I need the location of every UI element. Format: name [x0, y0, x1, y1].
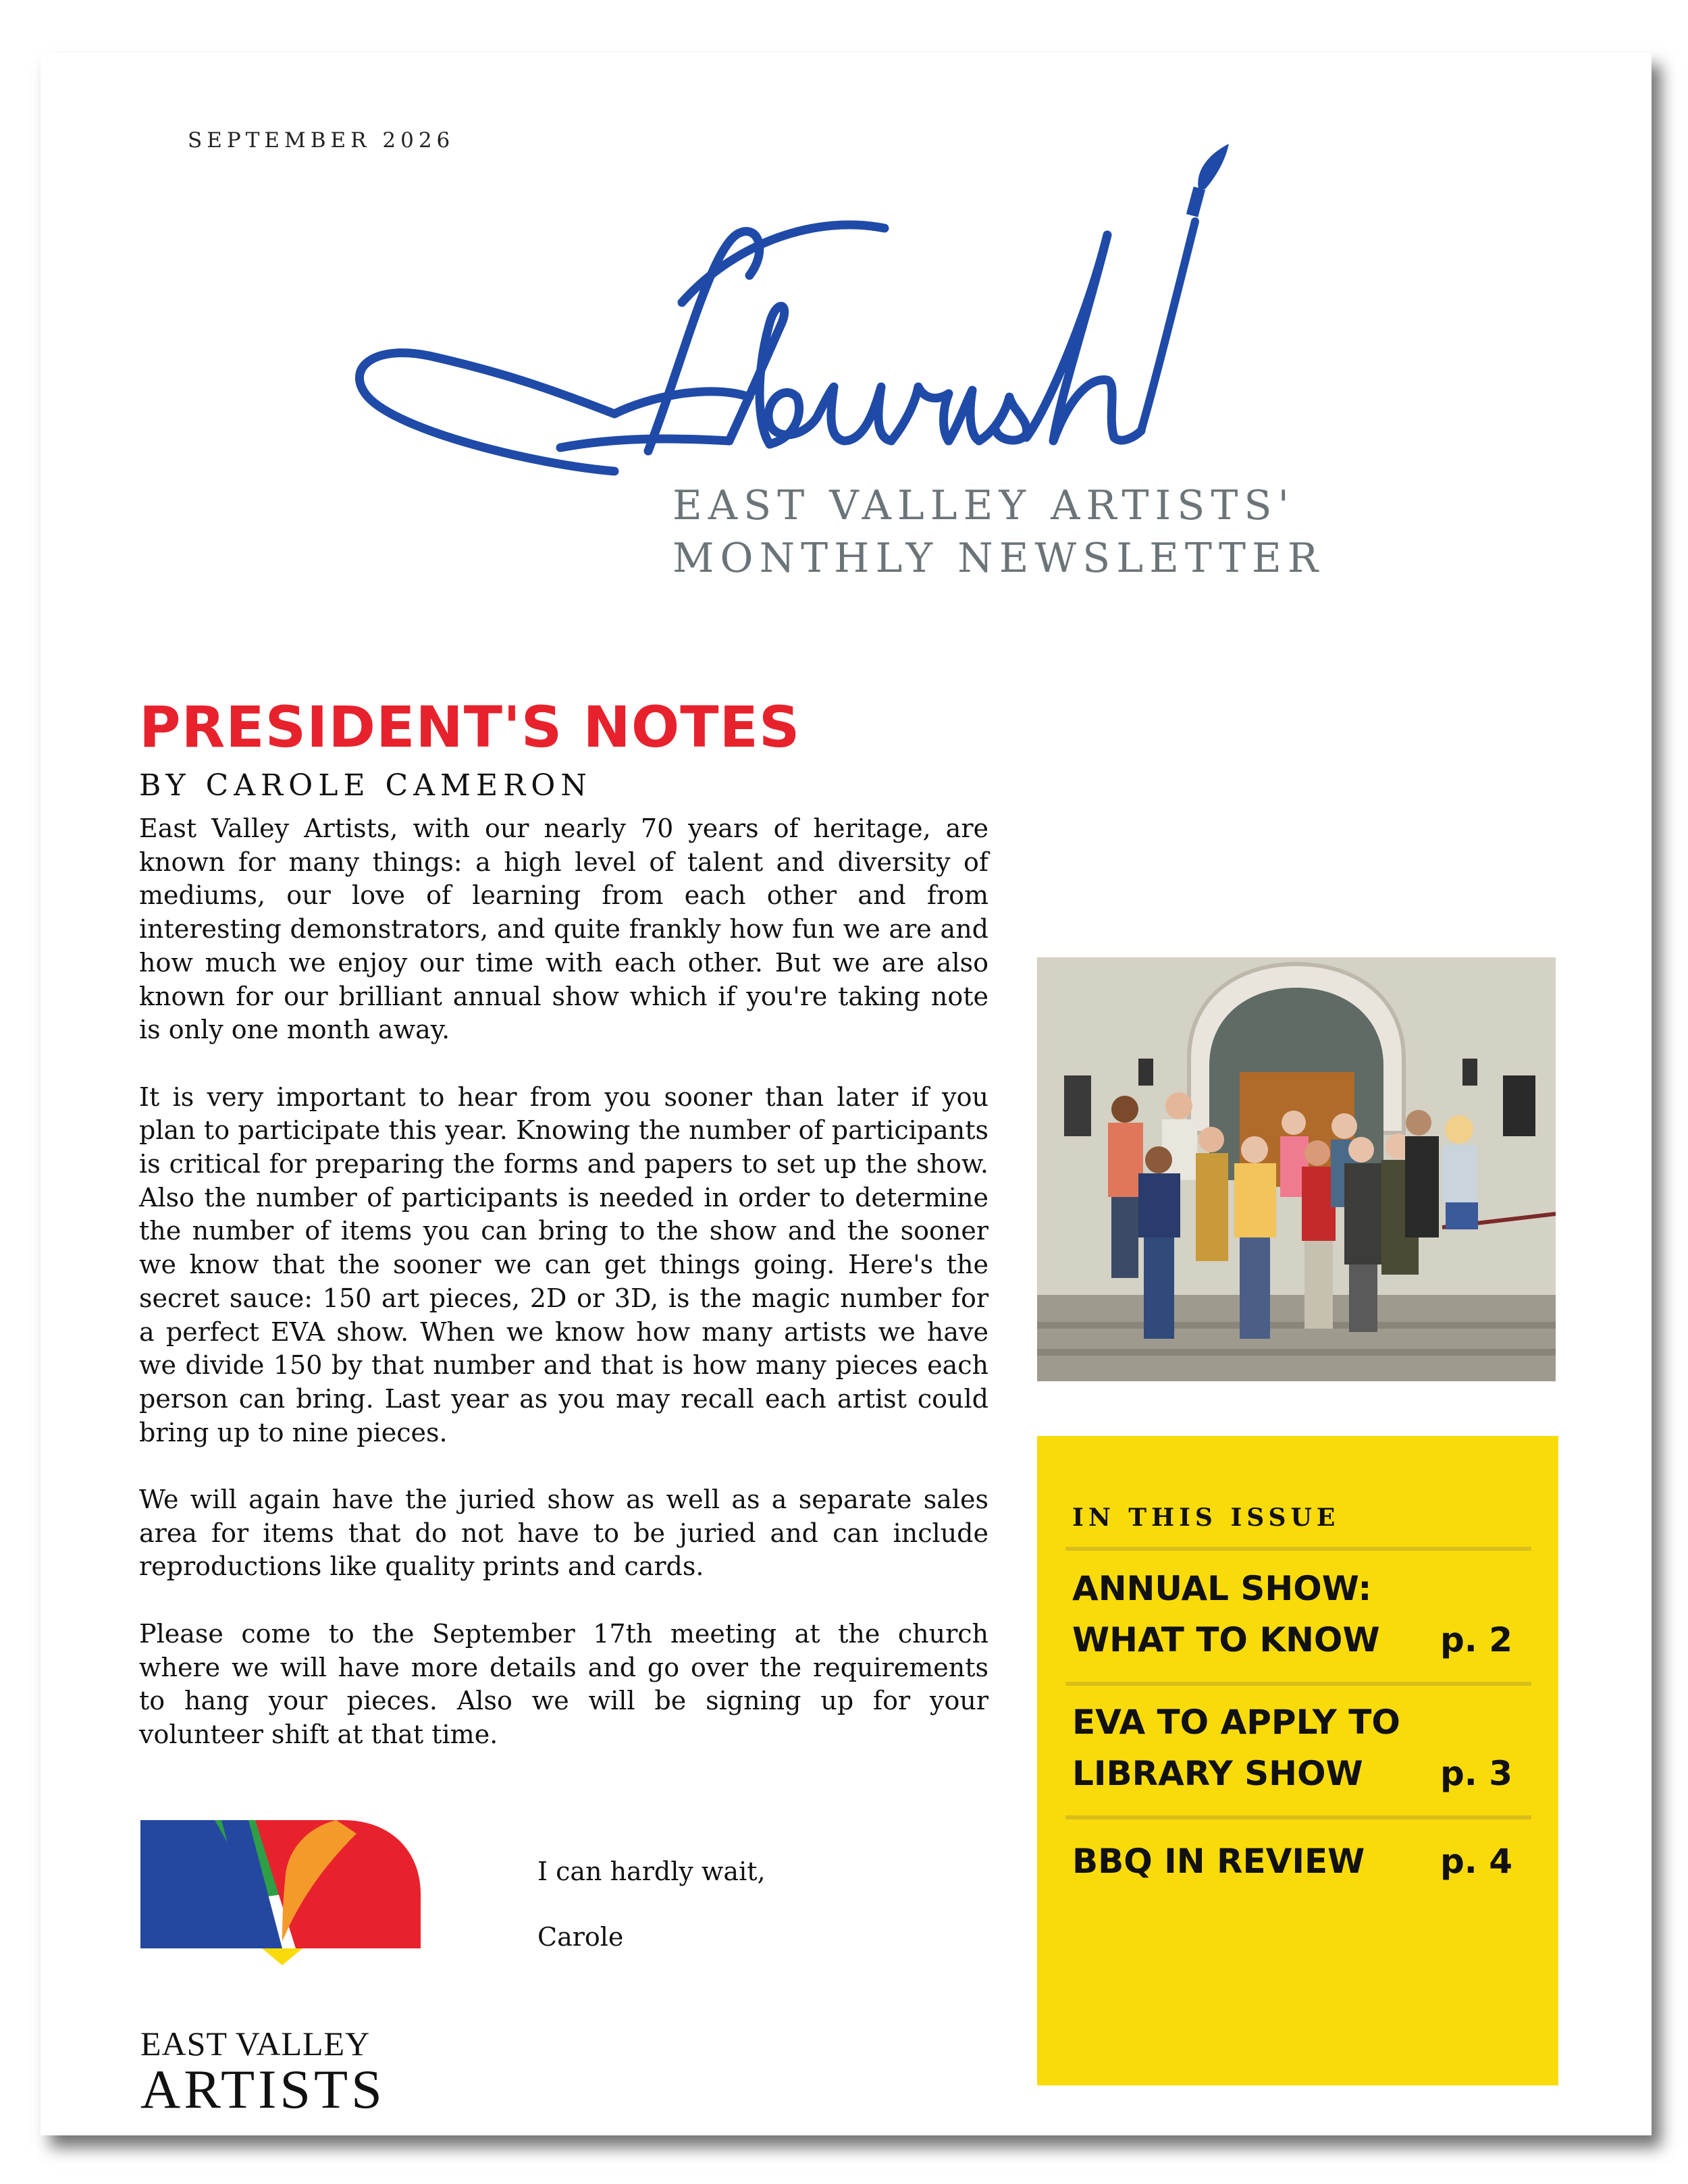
article-title: PRESIDENT'S NOTES: [139, 694, 801, 760]
paintbrush-icon: [1141, 144, 1229, 431]
toc-item-line-2: WHAT TO KNOW: [1072, 1620, 1380, 1659]
toc-page-ref: p. 4: [1440, 1842, 1512, 1881]
issue-date: SEPTEMBER 2026: [188, 128, 455, 153]
toc-item-bbq-review[interactable]: [1072, 1836, 1512, 1887]
in-this-issue-box: [1037, 1436, 1558, 2085]
toc-item-line-1: ANNUAL SHOW:: [1072, 1569, 1372, 1608]
subtitle-line-2: MONTHLY NEWSLETTER: [672, 535, 1324, 582]
logo-text-line-1: EAST VALLEY: [140, 2025, 371, 2062]
toc-item-annual-show[interactable]: [1072, 1563, 1512, 1666]
toc-item-line-1: EVA TO APPLY TO: [1072, 1703, 1400, 1742]
signature: Carole: [537, 1922, 624, 1952]
article-paragraph: We will again have the juried show as well as a separate sales area for items that do not have to be juried and can include reproductions like quality prints and cards.: [139, 1485, 988, 1582]
subtitle-line-1: EAST VALLEY ARTISTS': [672, 482, 1295, 529]
closing-line: I can hardly wait,: [537, 1857, 766, 1886]
masthead-subtitle: [672, 479, 1324, 585]
newsletter-page: [41, 53, 1652, 2135]
toc-heading: IN THIS ISSUE: [1072, 1503, 1340, 1532]
group-photo: [1037, 957, 1556, 1381]
toc-divider: [1065, 1815, 1531, 1819]
article-body: [139, 812, 988, 1785]
toc-divider: [1065, 1547, 1531, 1551]
toc-item-library-show[interactable]: [1072, 1697, 1512, 1799]
toc-page-ref: p. 3: [1440, 1754, 1512, 1793]
toc-page-ref: p. 2: [1440, 1620, 1512, 1659]
article-byline: BY CAROLE CAMERON: [139, 768, 592, 803]
article-paragraph: It is very important to hear from you sooner than later if you plan to participate this year. Knowing the number of participants is critical for preparing the forms and papers to set up the show. Also the number of participants is needed in order to determine the number of items you can bring to the show and the sooner we know that the sooner we can get things going. Here's the secret sauce: 150 art pieces, 2D or 3D, is the magic number for a perfect EVA show. When we know how many artists we have we divide 150 by that number and that is how many pieces each person can bring. Last year as you may recall each artist could bring up to nine pieces.: [139, 1082, 988, 1447]
article-paragraph: Please come to the September 17th meeting at the church where we will have more details and go over the requirements to hang your pieces. Also we will be signing up for your volunteer shift at that time.: [139, 1618, 988, 1749]
flourish-script-title: [331, 140, 1249, 491]
logo-text-line-2: ARTISTS: [140, 2058, 386, 2120]
toc-item-line-2: BBQ IN REVIEW: [1072, 1842, 1365, 1881]
article-signoff: [537, 1855, 766, 1986]
article-paragraph: East Valley Artists, with our nearly 70 years of heritage, are known for many things: a high level of talent and diversity of mediums, our love of learning from each other and from interesting demonstrators, and quite frankly how fun we are and how much we enjoy our time with each other. But we are also known for our brilliant annual show which if you're taking note is only one month away.: [139, 814, 988, 1045]
eva-logo-icon: [140, 1820, 424, 2023]
toc-item-line-2: LIBRARY SHOW: [1072, 1754, 1363, 1793]
toc-divider: [1065, 1682, 1531, 1686]
